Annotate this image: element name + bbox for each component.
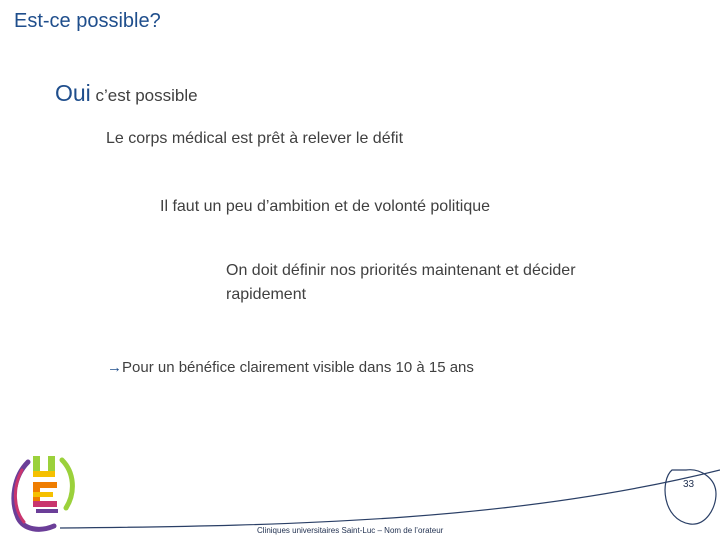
footer-text: Cliniques universitaires Saint-Luc – Nom de l’orateur: [257, 526, 444, 535]
statement-2: Il faut un peu d’ambition et de volonté politique: [160, 198, 491, 215]
slide-title: Est-ce possible?: [14, 10, 161, 32]
statement-3: On doit définir nos priorités maintenant et décider rapidement: [226, 262, 576, 303]
conclusion-text: Pour un bénéfice clairement visible dans 10 à 15 ans: [122, 359, 474, 376]
oui-heading: [55, 80, 198, 107]
oui-word: Oui: [55, 80, 91, 106]
oui-rest: c’est possible: [90, 86, 198, 105]
right-arrow-icon: →: [107, 359, 122, 376]
conclusion: [107, 359, 474, 376]
statement-1: Le corps médical est prêt à relever le défit: [106, 130, 404, 147]
page-number: 33: [683, 479, 695, 490]
